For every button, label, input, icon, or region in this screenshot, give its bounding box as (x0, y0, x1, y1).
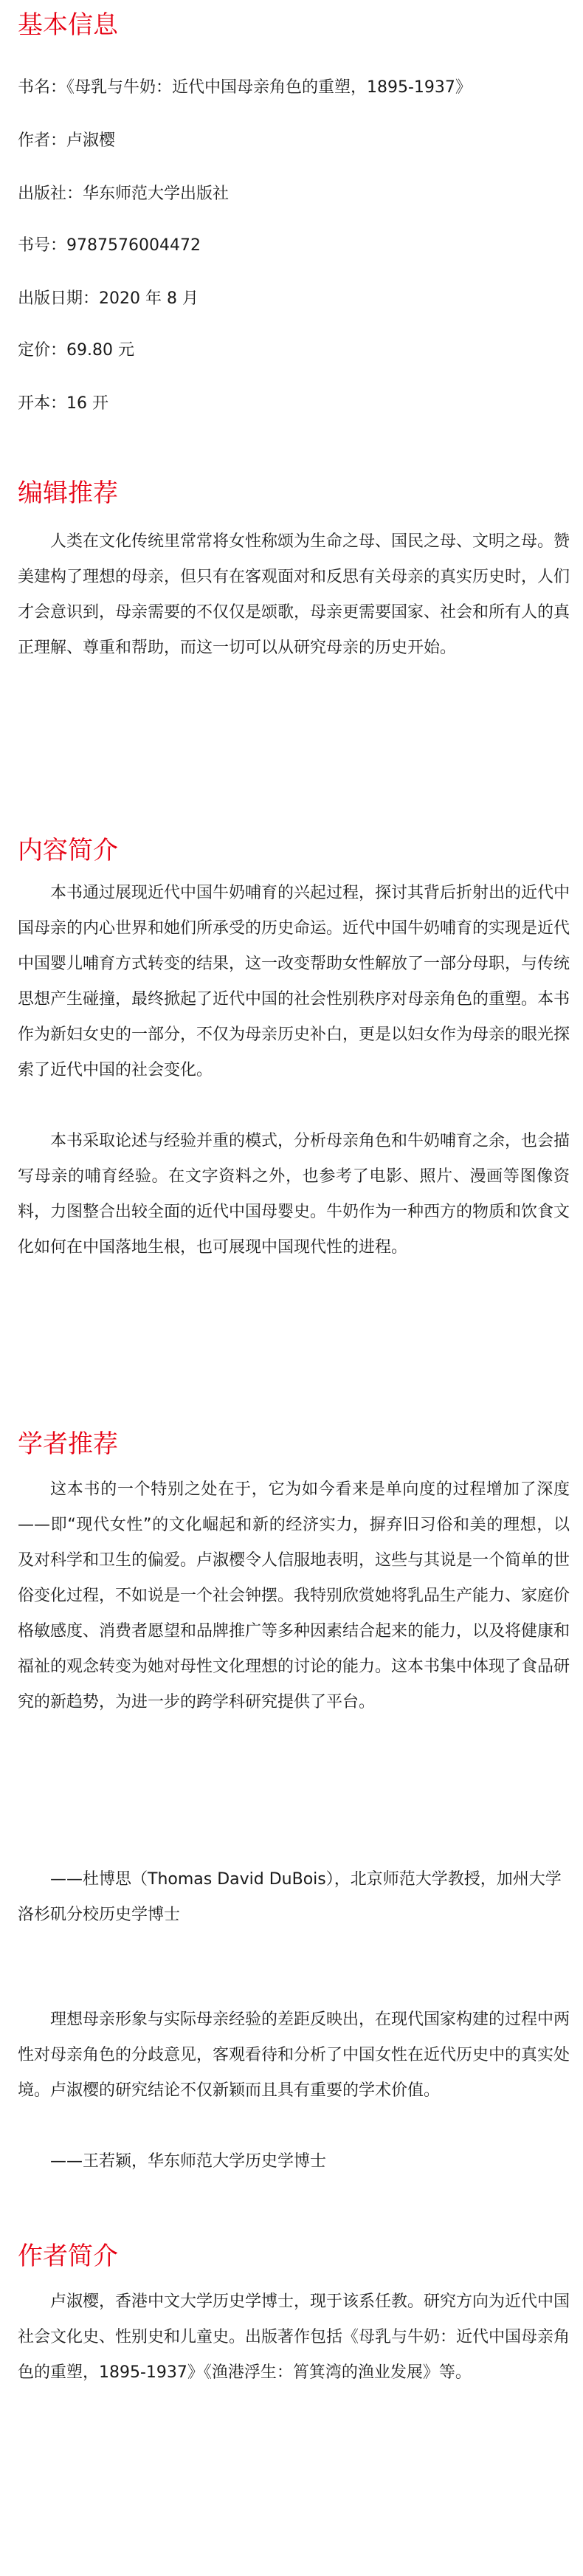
editor-recommendation-paragraph: 人类在文化传统里常常将女性称颂为生命之母、国民之母、文明之母。赞美建构了理想的母亲，但只有在客观面对和反思有关母亲的真实历史时，人们才会意识到，母亲需要的不仅仅是颂歌，母亲更需要国家、社会和所有人的真正理解、尊重和帮助，而这一切可以从研究母亲的历史开始。 (18, 532, 570, 657)
author-intro-paragraph: 卢淑樱，香港中文大学历史学博士，现于该系任教。研究方向为近代中国社会文化史、性别史和儿童史。出版著作包括《母乳与牛奶：近代中国母亲角色的重塑，1895-1937》《渔港浮生：筲箕湾的渔业发展》等。 (18, 2292, 570, 2382)
info-publisher: 出版社：华东师范大学出版社 (18, 185, 230, 203)
info-price: 定价：69.80 元 (18, 341, 134, 360)
scholar-credit-1: ——杜博思（Thomas David DuBois），北京师范大学教授，加州大学洛杉矶分校历史学博士 (18, 1870, 562, 1924)
scholar-recommendation-heading: 学者推荐 (18, 1429, 118, 1459)
info-isbn: 书号：9787576004472 (18, 236, 201, 255)
editor-recommendation-heading: 编辑推荐 (18, 478, 118, 508)
basic-info-heading: 基本信息 (18, 10, 118, 40)
scholar-credit-2: ——王若颖，华东师范大学历史学博士 (50, 2152, 327, 2171)
content-summary-heading: 内容简介 (18, 836, 118, 865)
author-intro-heading: 作者简介 (18, 2242, 118, 2271)
info-format: 开本：16 开 (18, 394, 108, 413)
content-summary-paragraph-1: 本书通过展现近代中国牛奶哺育的兴起过程，探讨其背后折射出的近代中国母亲的内心世界和她们所承受的历史命运。近代中国牛奶哺育的实现是近代中国婴儿哺育方式转变的结果，这一改变帮助女性解放了一部分母职，与传统思想产生碰撞，最终掀起了近代中国的社会性别秩序对母亲角色的重塑。本书作为新妇女史的一部分，不仅为母亲历史补白，更是以妇女作为母亲的眼光探索了近代中国的社会变化。 (18, 884, 570, 1079)
content-summary-paragraph-2: 本书采取论述与经验并重的模式，分析母亲角色和牛奶哺育之余，也会描写母亲的哺育经验。在文字资料之外，也参考了电影、照片、漫画等图像资料，力图整合出较全面的近代中国母婴史。牛奶作为一种西方的物质和饮食文化如何在中国落地生根，也可展现中国现代性的进程。 (18, 1132, 570, 1257)
scholar-quote-1: 这本书的一个特别之处在于，它为如今看来是单向度的过程增加了深度——即“现代女性”的文化崛起和新的经济实力，摒弃旧习俗和美的理想，以及对科学和卫生的偏爱。卢淑樱令人信服地表明，这些与其说是一个简单的世俗变化过程，不如说是一个社会钟摆。我特别欣赏她将乳品生产能力、家庭价格敏感度、消费者愿望和品牌推广等多种因素结合起来的能力，以及将健康和福祉的观念转变为她对母性文化理想的讨论的能力。这本书集中体现了食品研究的新趋势，为进一步的跨学科研究提供了平台。 (18, 1480, 570, 1711)
info-publish-date: 出版日期：2020 年 8 月 (18, 289, 199, 308)
info-title: 书名：《母乳与牛奶：近代中国母亲角色的重塑，1895-1937》 (18, 78, 472, 97)
info-author: 作者：卢淑樱 (18, 131, 116, 150)
scholar-quote-2: 理想母亲形象与实际母亲经验的差距反映出，在现代国家构建的过程中两性对母亲角色的分歧意见，客观看待和分析了中国女性在近代历史中的真实处境。卢淑樱的研究结论不仅新颖而且具有重要的学术价值。 (18, 2010, 570, 2100)
